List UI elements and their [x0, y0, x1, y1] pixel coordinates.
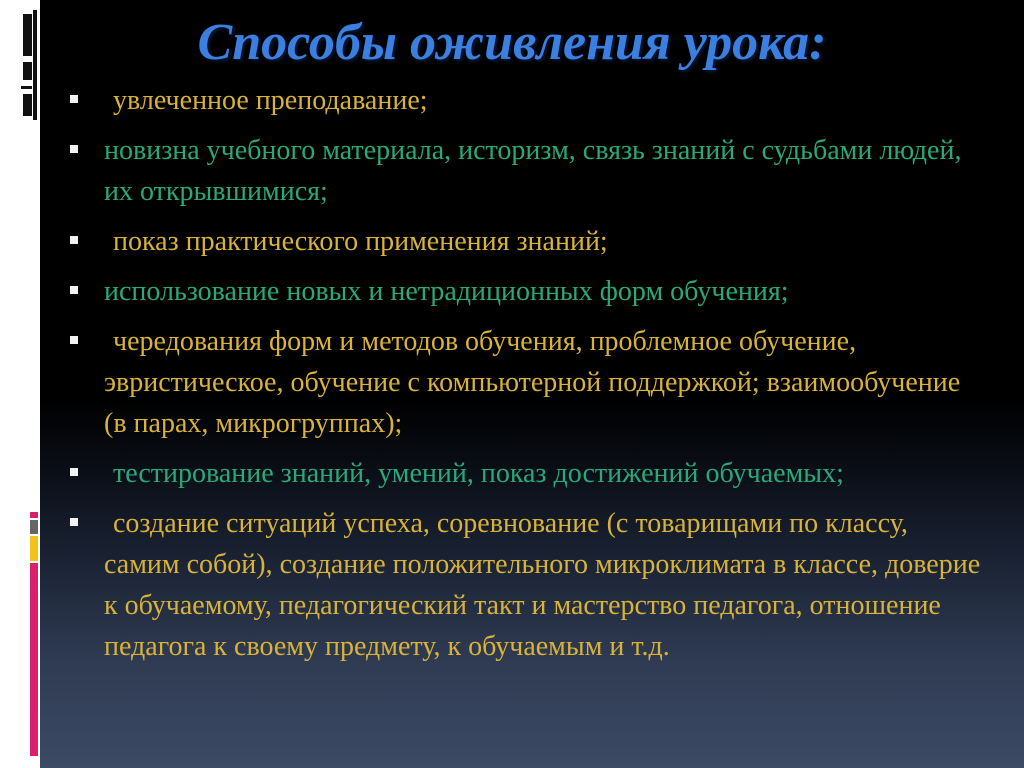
slide-title: Способы оживления урока:	[197, 14, 827, 71]
list-item	[64, 453, 984, 494]
square-bullet-icon	[70, 468, 78, 476]
square-bullet-icon	[70, 336, 78, 344]
square-bullet-icon	[70, 236, 78, 244]
top-bars-decor	[21, 10, 37, 120]
list-item-text: увлеченное преподавание;	[113, 85, 428, 116]
square-bullet-icon	[70, 286, 78, 294]
bottom-bars-decor	[30, 512, 38, 756]
list-item-text: тестирование знаний, умений, показ достижений обучаемых;	[113, 458, 844, 489]
list-item-text: использование новых и нетрадиционных форм обучения;	[104, 276, 789, 307]
square-bullet-icon	[70, 518, 78, 526]
decorative-bars-graphic	[0, 0, 40, 768]
list-item	[64, 221, 984, 262]
list-item	[64, 130, 984, 212]
square-bullet-icon	[70, 145, 78, 153]
list-item-text: показ практического применения знаний;	[113, 226, 608, 257]
bullet-list	[64, 80, 984, 676]
list-item-text: новизна учебного материала, историзм, связь знаний с судьбами людей, их открывшимися;	[104, 135, 962, 207]
list-item-text: создание ситуаций успеха, соревнование (с товарищами по классу, самим собой), создание положительного микроклимата в классе, доверие к обучаемому, педагогический такт и мастерство педагога, отношение педагога к своему предмету, к обучаемым и т.д.	[104, 508, 981, 662]
square-bullet-icon	[70, 95, 78, 103]
list-item	[64, 271, 984, 312]
list-item	[64, 503, 984, 667]
list-item	[64, 80, 984, 121]
list-item-text: чередования форм и методов обучения, проблемное обучение, эвристическое, обучение с компьютерной поддержкой; взаимообучение (в парах, микрогруппах);	[104, 326, 961, 439]
list-item	[64, 321, 984, 444]
